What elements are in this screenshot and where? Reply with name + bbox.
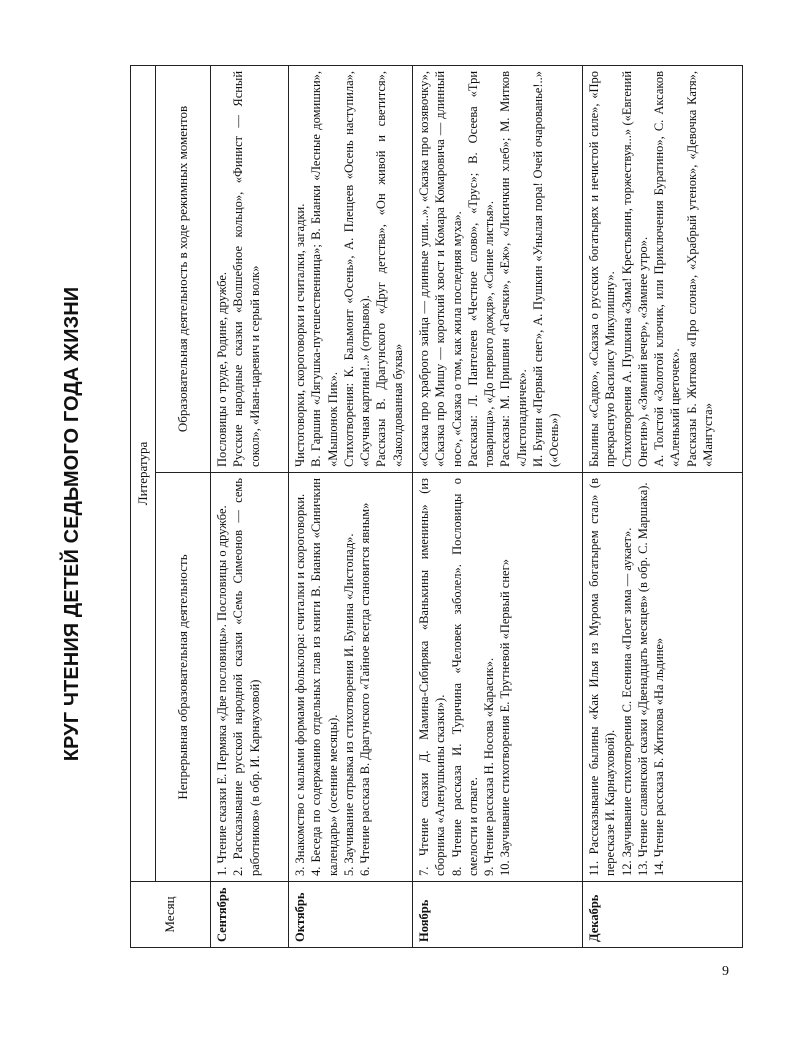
list-item: Чистоговорки, скороговорки и считалки, загадки. (293, 203, 307, 467)
month-cell: Ноябрь (413, 882, 583, 948)
list-item: 6. Чтение рассказа В. Драгунского «Тайное всегда становится явным» (358, 502, 372, 876)
month-cell: Декабрь (583, 882, 743, 948)
list-item: 10. Заучивание стихотворения Е. Трутневой «Первый снег» (498, 559, 513, 876)
list-item: Пословицы о труде, Родине, дружбе. (215, 271, 229, 467)
reading-table-container (130, 66, 728, 948)
list-item: 5. Заучивание отрывка из стихотворения И. Бунина «Листопад». (341, 533, 356, 876)
table-row (289, 65, 413, 947)
continuous-activity-header: Непрерывная образовательная деятельность (156, 473, 211, 882)
continuous-activity-cell (583, 473, 743, 882)
list-item: Рассказы Б. Житкова «Про слона», «Храбрый утенок», «Девочка Катя», «Мангуста» (684, 70, 715, 467)
list-item: Стихотворения А. Пушкина «Зима! Крестьянин, торжествуя...» («Евгений Онегин»), «Зимний вечер», «Зимнее утро». (619, 70, 650, 467)
reading-list-table (130, 65, 743, 948)
routine-activity-cell (583, 65, 743, 472)
literature-section-header: Литература (131, 65, 156, 881)
month-column-header: Месяц (131, 882, 211, 948)
list-item: 13. Чтение славянской сказки «Двенадцать месяцев» (в обр. С. Маршака). (635, 482, 650, 876)
month-cell: Октябрь (289, 882, 413, 948)
routine-activity-cell (289, 65, 413, 472)
list-item: А. Толстой «Золотой ключик, или Приключения Буратино», С. Аксаков «Аленький цветочек». (652, 70, 683, 467)
routine-activity-header: Образовательная деятельность в ходе режимных моментов (156, 65, 211, 472)
list-item: 11. Рассказывание былины «Как Илья из Мурома богатырем стал» (в пересказе И. Карнауховой). (587, 478, 618, 876)
page-number: 9 (722, 964, 729, 979)
list-item: 7. Чтение сказки Д. Мамина-Сибиряка «Ванькины именины» (из сборника «Аленушкины сказки»). (417, 478, 448, 876)
month-cell: Сентябрь (211, 882, 289, 948)
list-item: Былины «Садко», «Сказка о русских богатырях и нечистой силе», «Про прекрасную Василису Микулишну». (587, 70, 618, 467)
list-item: 14. Чтение рассказа Б. Житкова «На льдине» (652, 637, 666, 876)
list-item: И. Бунин «Первый снег», А. Пушкин «Унылая пора! Очей очарованье!..» («Осень») (530, 70, 561, 467)
list-item: 8. Чтение рассказа И. Туричина «Человек заболел». Пословицы о смелости и отваге. (449, 478, 480, 876)
list-item: 12. Заучивание стихотворения С. Есенина «Поет зима — аукает». (619, 527, 634, 876)
continuous-activity-cell (211, 473, 289, 882)
list-item: 1. Чтение сказки Е. Пермяка «Две пословицы». Пословицы о дружбе. (215, 505, 229, 876)
list-item: «Сказка про храброго зайца — длинные уши...», «Сказка про козявочку», «Сказка про Мишу — короткий хвост и Комара Комаровича — длинный нос», «Сказка о том, как жила последняя муха». (417, 70, 464, 467)
list-item: Рассказы: Л. Пантелеев «Честное слово», «Трус»; В. Осеева «Три товарища», «До первого дождя», «Синие листья». (465, 70, 496, 467)
continuous-activity-cell (289, 473, 413, 882)
list-item: 3. Знакомство с малыми формами фольклора: считалки и скороговорки. (293, 493, 307, 876)
list-item: Стихотворения: К. Бальмонт «Осень», А. Плещеев «Осень наступила», «Скучная картина!..» (отрывок). (341, 70, 372, 467)
list-item: 4. Беседа по содержанию отдельных глав из книги В. Бианки «Синичкин календарь» (осенние месяцы). (309, 478, 340, 876)
page-title: КРУГ ЧТЕНИЯ ДЕТЕЙ СЕДЬМОГО ГОДА ЖИЗНИ (61, 286, 83, 762)
table-row (583, 65, 743, 947)
list-item: 2. Рассказывание русской народной сказки «Семь Симеонов — семь работников» (в обр. И. Карнауховой) (231, 478, 262, 876)
list-item: 9. Чтение рассказа Н. Носова «Карасик». (482, 657, 496, 876)
table-row (211, 65, 289, 947)
table-row (413, 65, 583, 947)
list-item: Русские народные сказки «Волшебное кольцо», «Финист — Ясный сокол», «Иван-царевич и серый волк» (231, 70, 262, 467)
continuous-activity-cell (413, 473, 583, 882)
routine-activity-cell (211, 65, 289, 472)
list-item: В. Гаршин «Лягушка-путешественница»; В. Бианки «Лесные домишки», «Мышонок Пик». (309, 70, 340, 467)
list-item: Рассказы В. Драгунского «Друг детства», «Он живой и светится», «Заколдованная буква» (374, 70, 405, 467)
routine-activity-cell (413, 65, 583, 472)
list-item: Рассказы: М. Пришвин «Гаечки», «Еж», «Лисичкин хлеб»; М. Митков «Листопадничек». (498, 70, 529, 467)
